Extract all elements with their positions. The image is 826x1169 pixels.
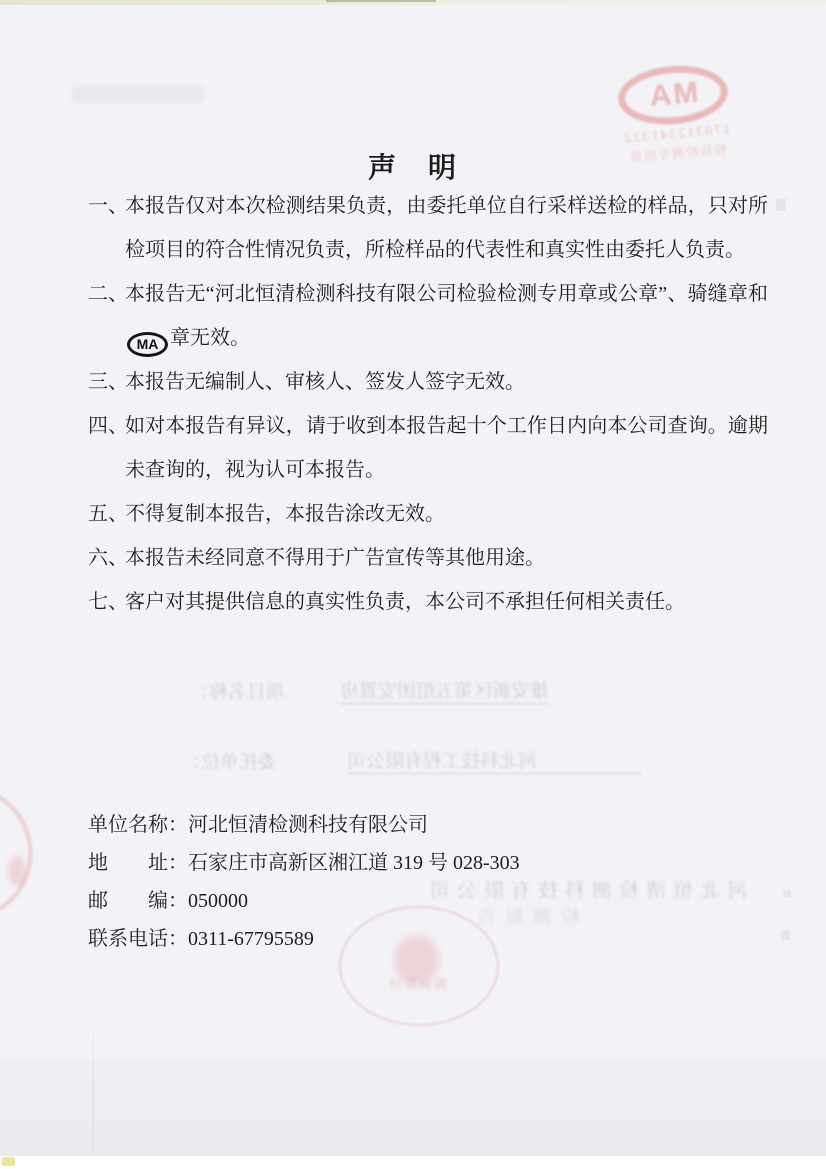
postcode-label: 邮 编： (88, 890, 188, 912)
ghost-stamp-inner-text: 恒清检测 (388, 977, 449, 992)
contact-block (88, 806, 520, 958)
item-text: 本报告无编制人、审核人、签发人签字无效。 (125, 371, 525, 393)
item-number: 六、 (88, 547, 128, 569)
item-text: 如对本报告有异议，请于收到本报告起十个工作日内向本公司查询。逾期未查询的，视为认可本报告。 (125, 415, 768, 481)
scan-speck (783, 890, 791, 898)
scan-shadow-band (0, 1060, 826, 1156)
declaration-item-3 (88, 360, 768, 404)
scan-speck (776, 198, 786, 211)
ghost-stamp-caption: 检验检测专用章 (628, 141, 728, 166)
postcode-value: 050000 (188, 890, 248, 912)
paper-crease (93, 1035, 94, 1155)
item-number: 一、 (88, 195, 128, 217)
item-text: 本报告仅对本次检测结果负责，由委托单位自行采样送检的样品，只对所检项目的符合性情况负责，所检样品的代表性和真实性由委托人负责。 (125, 195, 768, 261)
ghost-client-value: 河北科技工程有限公司 (347, 746, 642, 774)
item-text: 章无效。 (170, 327, 250, 349)
declaration-item-2 (88, 272, 768, 360)
scan-speck (781, 930, 790, 940)
scanner-bottom-band (0, 1156, 826, 1169)
ghost-project-value: 雄安新区第五组团安置房 (340, 676, 549, 704)
item-number: 二、 (88, 283, 128, 305)
ghost-project-label: 项目名称： (190, 682, 286, 703)
ghost-text-fragment: 检测报告 (468, 907, 581, 928)
address-label: 地 址： (88, 852, 188, 874)
declaration-item-7 (88, 580, 768, 624)
address-value: 石家庄市高新区湘江道 319 号 028-303 (188, 852, 520, 874)
item-text: 客户对其提供信息的真实性负责，本公司不承担任何相关责任。 (125, 591, 685, 613)
item-number: 三、 (88, 371, 128, 393)
contact-phone-row (88, 920, 520, 958)
ghost-client-label: 委托单位： (182, 752, 278, 773)
phone-label: 联系电话： (88, 928, 188, 950)
item-number: 四、 (88, 415, 128, 437)
cma-logo-icon: MA (127, 332, 168, 357)
company-label: 单位名称： (88, 814, 188, 836)
item-number: 七、 (88, 591, 128, 613)
item-text: 本报告未经同意不得用于广告宣传等其他用途。 (125, 547, 545, 569)
declaration-list (88, 184, 768, 624)
page-title: 声 明 (367, 153, 458, 184)
bottom-left-mark (2, 1157, 15, 1166)
company-value: 河北恒清检测科技有限公司 (188, 814, 428, 836)
item-text: 本报告无“河北恒清检测科技有限公司检验检测专用章或公章”、骑缝章和 (125, 283, 768, 305)
declaration-item-6 (88, 536, 768, 580)
contact-postcode-row (88, 882, 520, 920)
item-number: 五、 (88, 503, 128, 525)
phone-value: 0311-67795589 (188, 928, 314, 950)
cma-oval-icon: MA (616, 61, 731, 128)
declaration-item-5 (88, 492, 768, 536)
contact-address-row (88, 844, 520, 882)
ghost-company-text: 河北恒清检测科技有限公司 (423, 880, 747, 902)
scan-top-edge-line (326, 0, 436, 2)
declaration-item-4 (88, 404, 768, 492)
contact-company-row (88, 806, 520, 844)
ghost-stamp-number: 170312341322 (621, 122, 731, 147)
declaration-item-1 (88, 184, 768, 272)
item-text: 不得复制本报告，本报告涂改无效。 (125, 503, 445, 525)
